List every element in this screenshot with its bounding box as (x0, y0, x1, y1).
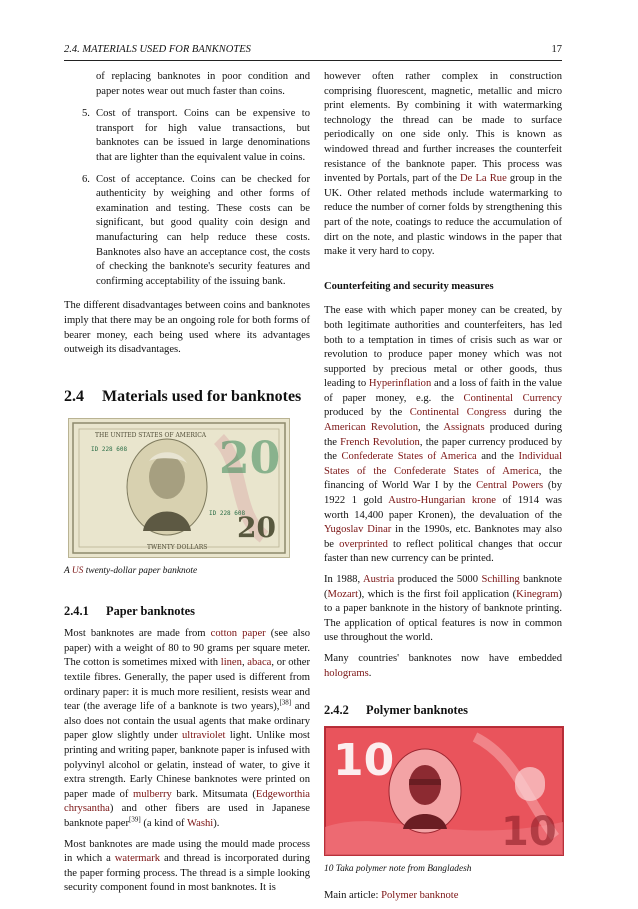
text: Most banknotes are made from (64, 628, 211, 640)
link-ultraviolet[interactable]: ultraviolet (181, 730, 226, 742)
bangladesh-taka-image (324, 726, 564, 856)
paragraph-paper-banknotes (64, 627, 310, 831)
link-edgeworthia[interactable]: Edgeworthia chrysantha (64, 788, 310, 815)
figure-caption (64, 564, 310, 579)
main-article-line (324, 889, 562, 904)
text: Many countries' banknotes now have embedded (324, 652, 562, 664)
link-watermark[interactable]: watermark (114, 853, 161, 865)
link-continental-congress[interactable]: Continental Congress (409, 407, 507, 419)
link-assignats[interactable]: Assignats (443, 422, 485, 434)
link-mulberry[interactable]: mulberry (133, 788, 172, 800)
link-hyperinflation[interactable]: Hyperinflation (368, 378, 432, 390)
paragraph-counterfeiting (324, 304, 562, 567)
text: ) and other fibers are used in Japanese banknote paper (64, 803, 310, 829)
section-number: 2.4 (64, 387, 84, 405)
bill-serial: ID 228 608 (91, 445, 128, 453)
subsection-heading (324, 703, 562, 718)
subsection-number: 2.4.1 (64, 604, 89, 619)
paragraph-holograms (324, 652, 562, 681)
text: and the (476, 451, 519, 463)
link-washi[interactable]: Washi (186, 818, 214, 829)
bill-header-text: THE UNITED STATES OF AMERICA (95, 431, 207, 439)
link-central-powers[interactable]: Central Powers (476, 480, 544, 492)
link-schilling[interactable]: Schilling (481, 574, 520, 585)
text: , the financing of World War I by the (324, 465, 562, 492)
text: ) to a paper banknote in the history of banknote printing. The application of optical features is now in common use throughout the world. (324, 588, 562, 644)
text: and a loss of faith in the value of paper money, e.g. the (324, 378, 562, 404)
right-column (324, 70, 562, 909)
reference-marker[interactable]: [39] (129, 815, 141, 824)
text: bark. Mitsumata ( (171, 788, 256, 800)
link-continental-currency[interactable]: Continental Currency (463, 392, 563, 404)
subsection-title: Polymer banknotes (366, 703, 468, 718)
text: , or other textile fibres. Generally, the paper used is different from ordinary paper: it is much more resilient, resists wear and tear (the average life of a banknote is two years), (64, 657, 310, 713)
text: however often rather complex in construction comprising fluorescent, magnetic, metallic and micro print elements. By combining it with watermarking technology the thread can be made to surface periodically on one side only. This is known as windowed thread and further increases the counterfeit resistance of the banknote paper. This process was invented by Portals, part of the (324, 71, 562, 185)
text: group in the UK. Other related methods include watermarking to reduce the number of corner folds by strengthening this part of the note, coatings to reduce the accumulation of dirt on the note, and plastic windows in the paper that make it very hard to copy. (324, 173, 562, 258)
link-de-la-rue[interactable]: De La Rue (460, 173, 507, 185)
paragraph-austria (324, 573, 562, 646)
text: produced by the (324, 407, 410, 419)
list-item (76, 173, 310, 290)
bill-denomination-corner: 20 (237, 510, 276, 544)
link-yugoslav-dinar[interactable]: Yugoslav Dinar (324, 524, 392, 536)
text: Main article: (324, 889, 382, 901)
caption-link[interactable]: US (71, 565, 84, 576)
text: , (241, 657, 248, 669)
link-kinegram[interactable]: Kinegram (516, 588, 559, 600)
paragraph: The different disadvantages between coins and banknotes imply that there may be an ongoing role for both forms of bearer money, each being used where its advantages outweigh its disadvantages. (64, 300, 310, 356)
reference-marker[interactable]: [38] (279, 698, 292, 707)
subsection-number: 2.4.2 (324, 703, 349, 718)
text: (by 1922 1 gold (324, 480, 562, 507)
bill-denomination: 20 (219, 432, 281, 484)
header-section: 2.4. MATERIALS USED FOR BANKNOTES (64, 44, 251, 55)
page-number: 17 (551, 44, 562, 55)
link-cotton-paper[interactable]: cotton paper (210, 628, 266, 640)
disadvantages-list (76, 107, 310, 289)
list-text: Cost of transport. Coins can be expensive to transport for high value transactions, but banknotes can be issued in large denominations that are lighter than the equivalent value in coins. (96, 108, 310, 163)
text: and thread is incorporated during the paper forming process. The thread is a simple looking security component found in most banknotes. It is (64, 853, 311, 894)
link-confederate-states[interactable]: Confederate States of America (341, 451, 477, 463)
text: and also does not contain the usual agents that make ordinary paper glow slightly under (64, 701, 310, 742)
figure-caption: 10 Taka polymer note from Bangladesh (324, 864, 472, 875)
text: (see also paper) with a weight of 80 to 90 grams per square meter. The cotton is sometimes mixed with (64, 628, 311, 669)
list-item (76, 107, 310, 165)
link-austria[interactable]: Austria (362, 574, 395, 585)
text: In 1988, (324, 574, 363, 585)
section-heading (64, 388, 310, 406)
us-twenty-dollar-image (68, 418, 290, 558)
section-title: Materials used for banknotes (102, 387, 302, 405)
text: ). (213, 818, 220, 829)
banknote-illustration (69, 419, 289, 557)
text: , the paper currency produced by the (324, 436, 562, 463)
bill-serial: ID 228 608 (209, 509, 246, 517)
link-mozart[interactable]: Mozart (327, 588, 359, 600)
text: in the 1990s, etc. Banknotes may also be (324, 524, 563, 550)
link-linen[interactable]: linen (220, 657, 242, 669)
link-individual-states[interactable]: Individual States of the Confederate States of America (324, 451, 563, 477)
paragraph-mould-process (64, 838, 310, 896)
link-american-revolution[interactable]: American Revolution (324, 422, 419, 434)
list-item-continuation: of replacing banknotes in poor condition and paper notes wear out much faster than coins. (96, 71, 310, 97)
text: . (368, 667, 372, 679)
link-holograms[interactable]: holograms (324, 667, 369, 679)
caption-text: A (64, 565, 72, 576)
subsubsection-heading: Counterfeiting and security measures (324, 280, 494, 292)
caption-text: twenty-dollar paper banknote (83, 565, 198, 576)
subsection-title: Paper banknotes (106, 604, 195, 619)
text: during the (506, 407, 562, 419)
list-number: 5. (82, 108, 90, 120)
text: of 1914 was worth 14,400 paper Kronen), the devaluation of the (324, 495, 562, 521)
banknote-illustration (325, 727, 563, 855)
text: to reflect political changes that occur faster than new currency can be printed. (324, 538, 562, 565)
bill-footer-text: TWENTY DOLLARS (147, 543, 208, 551)
link-overprinted[interactable]: overprinted (339, 538, 388, 550)
text: produced during the (324, 422, 563, 448)
text: banknote ( (324, 574, 563, 600)
bill-denomination-corner: 10 (501, 809, 557, 856)
text: , the (418, 422, 444, 434)
list-text: Cost of acceptance. Coins can be checked for authenticity by weighing and other forms of examination and testing. These costs can be significant, but good quality coin design and manufacturing can help reduce these costs. Banknotes also have an acceptance cost, the costs of checking the banknote's security features and confirming acceptability of the issuing bank. (96, 173, 310, 287)
link-polymer-banknote[interactable]: Polymer banknote (381, 889, 459, 901)
text: ), which is the first foil application ( (358, 588, 517, 600)
link-austro-hungarian-krone[interactable]: Austro-Hungarian krone (388, 495, 496, 507)
paragraph-thread (324, 70, 562, 260)
text: produced the 5000 (394, 574, 482, 585)
list-number: 6. (82, 173, 90, 185)
text: (a kind of (140, 818, 187, 829)
running-header (64, 44, 562, 61)
text: Most banknotes are made using the mould made process in which a (64, 838, 310, 865)
bill-denomination: 10 (333, 735, 395, 787)
left-column (64, 70, 311, 902)
text: light. Unlike most printing and writing paper, banknote paper is infused with polyvinyl alcohol or gelatin, instead of water, to give it extra strength. Early Chinese banknotes were printed on paper made of (64, 730, 311, 800)
text: The ease with which paper money can be created, by both legitimate authorities and counterfeiters, has led both to a temptation in times of crisis such as war or revolution to produce paper money which was not supported by precious metal or other goods, thus leading to (324, 305, 562, 390)
link-abaca[interactable]: abaca (247, 657, 272, 669)
subsection-heading (64, 604, 310, 619)
link-french-revolution[interactable]: French Revolution (340, 436, 420, 448)
